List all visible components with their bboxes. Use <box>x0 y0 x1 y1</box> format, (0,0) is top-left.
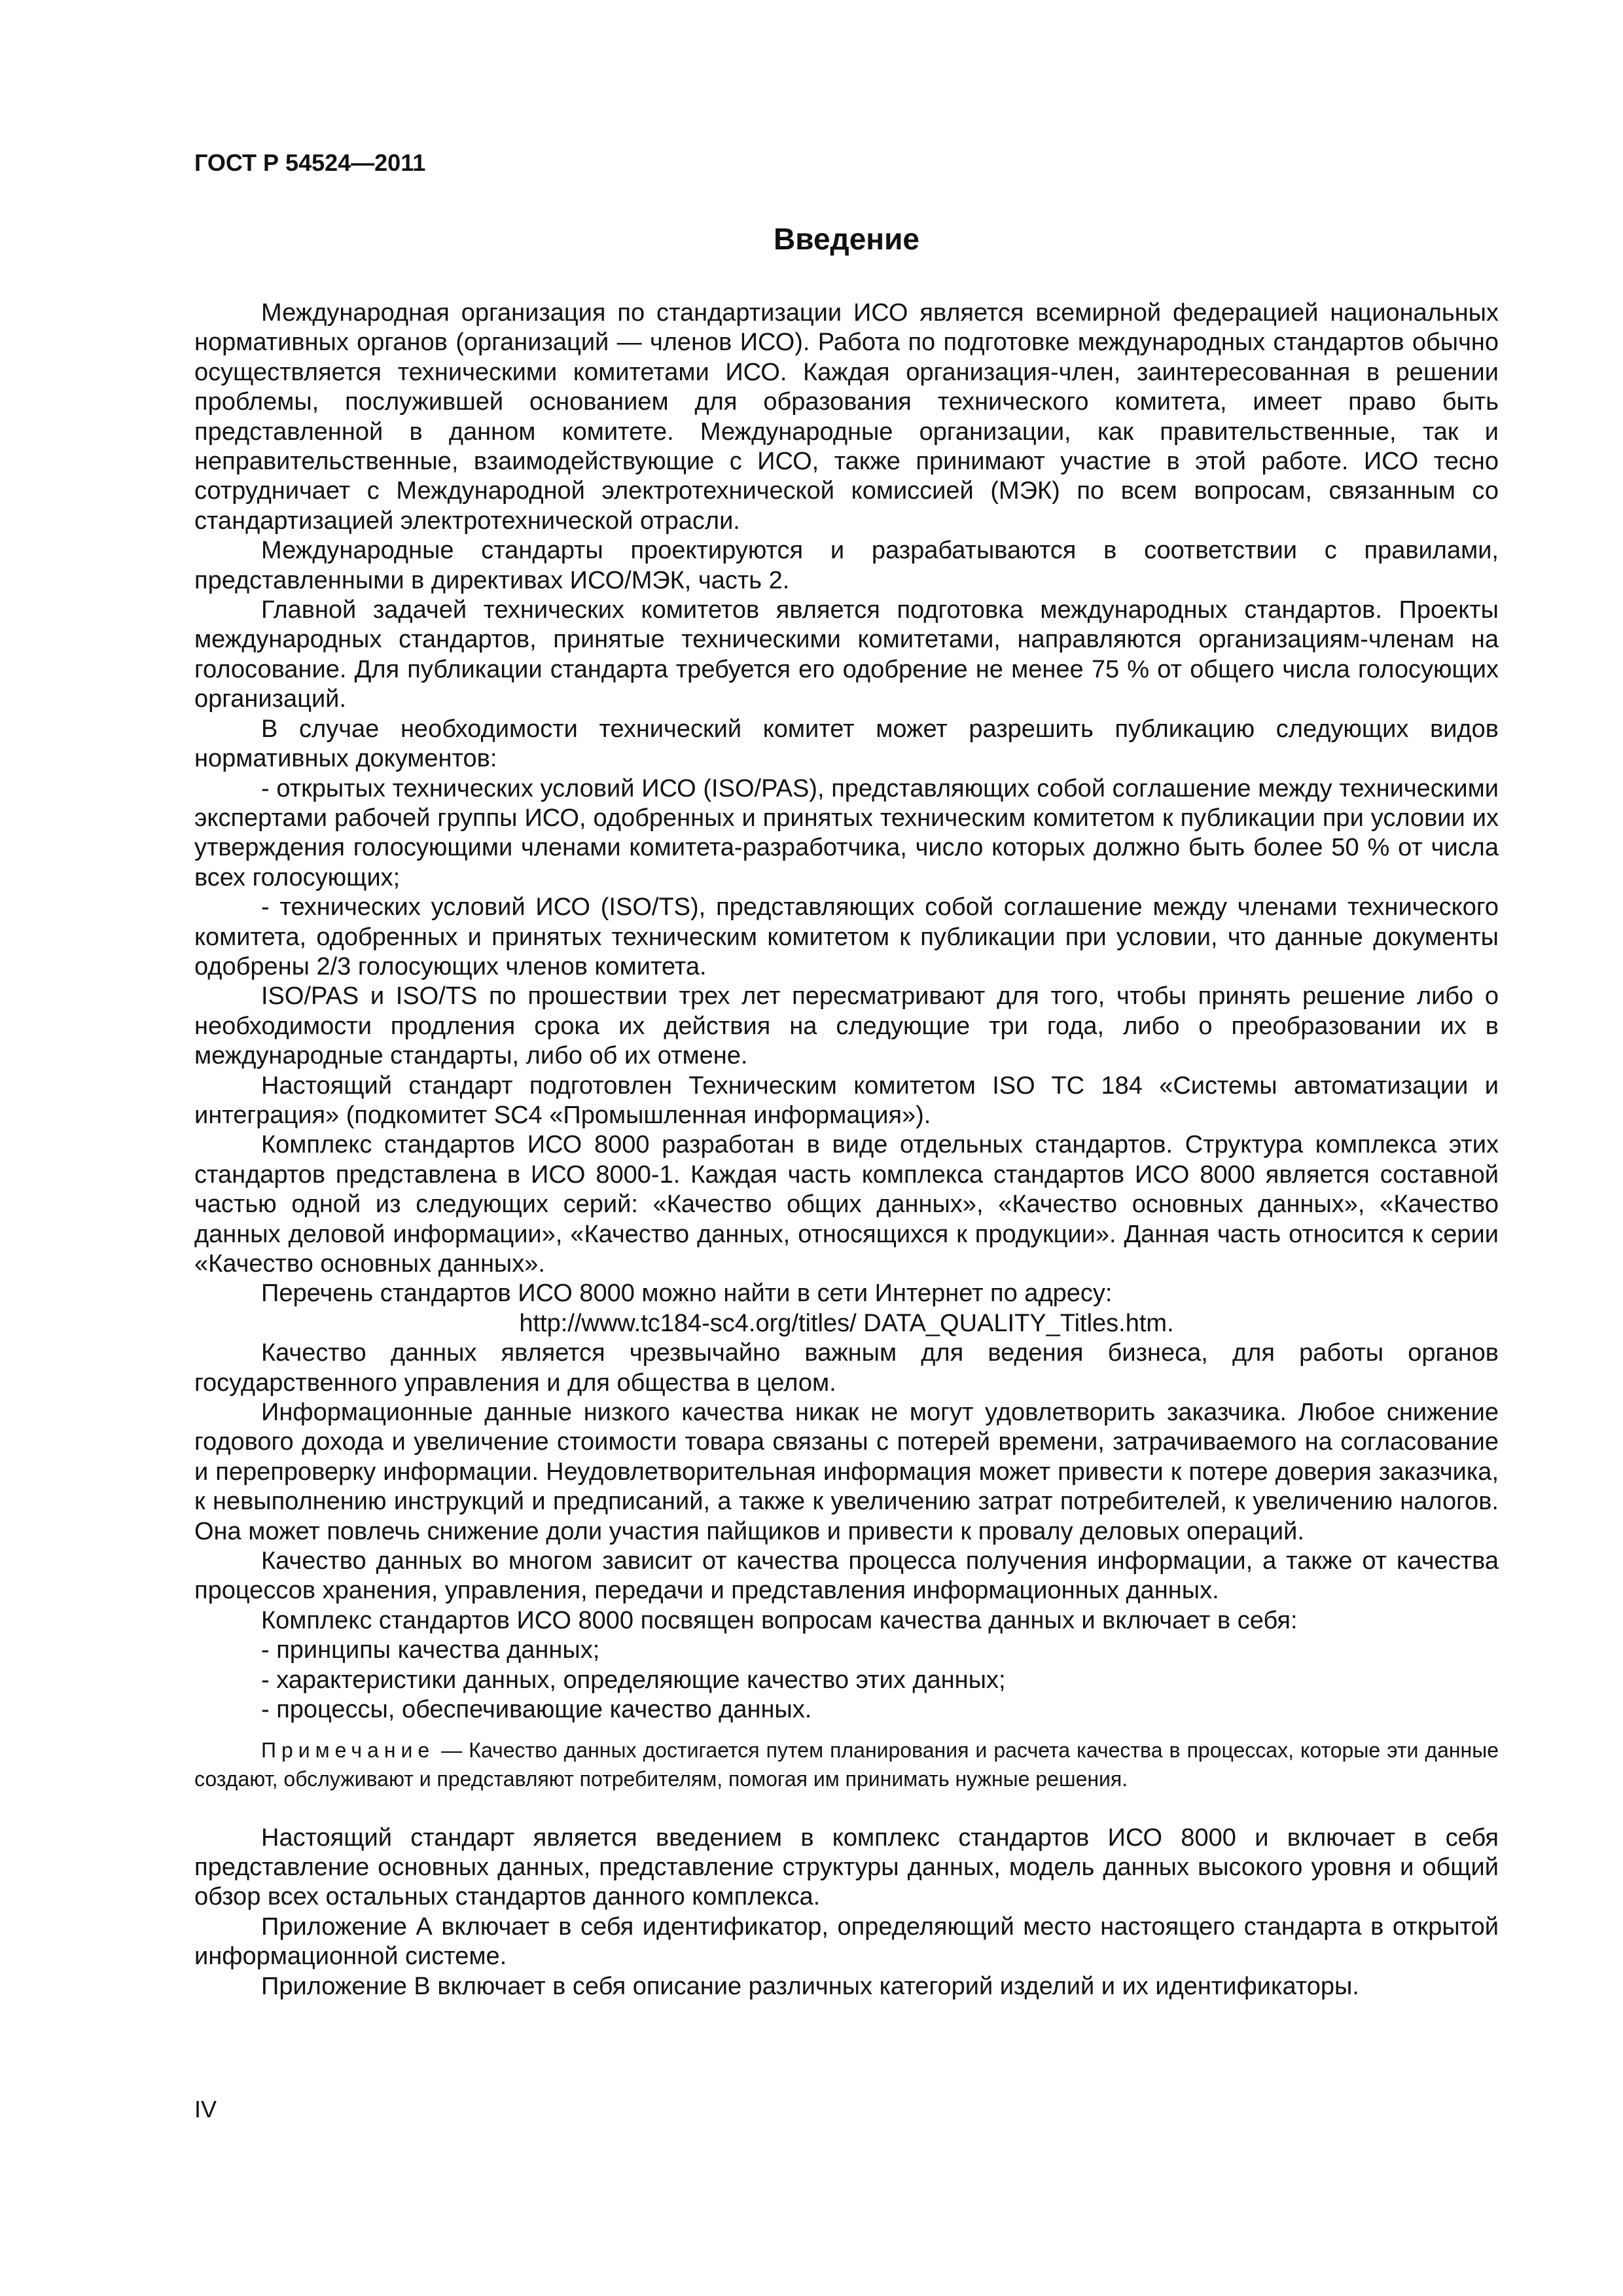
note-label: Примечание <box>261 1738 435 1762</box>
list-item: - технических условий ИСО (ISO/TS), представляющих собой соглашение между членами технического комитета, одобренных и принятых техническим комитетом к публикации при условии, что данные документы одобрены 2/3 голосующих членов комитета. <box>194 893 1499 980</box>
note-text: — Качество данных достигается путем планирования и расчета качества в процессах, которые эти данные создают, обслуживают и представляют потребителям, помогая им принимать нужные решения. <box>194 1738 1499 1791</box>
paragraph: Комплекс стандартов ИСО 8000 посвящен вопросам качества данных и включает в себя: <box>261 1606 1298 1634</box>
paragraph: Комплекс стандартов ИСО 8000 разработан в виде отдельных стандартов. Структура комплекса этих стандартов представлена в ИСО 8000-1. Каждая часть комплекса стандартов ИСО 8000 является составной частью одной из следующих серий: «Качество общих данных», «Качество основных данных», «Качество данных деловой информации», «Качество данных, относящихся к продукции». Данная часть относится к серии «Качество основных данных». <box>194 1131 1499 1278</box>
list-item: - открытых технических условий ИСО (ISO/PAS), представляющих собой соглашение между техническими экспертами рабочей группы ИСО, одобренных и принятых техническим комитетом к публикации при условии их утверждения голосующими членами комитета-разработчика, число которых должно быть более 50 % от числа всех голосующих; <box>194 774 1499 891</box>
paragraph: Приложение А включает в себя идентификатор, определяющий место настоящего стандарта в открытой информационной системе. <box>194 1912 1499 1971</box>
paragraph: ISO/PAS и ISO/TS по прошествии трех лет пересматривают для того, чтобы принять решение либо о необходимости продления срока их действия на следующие три года, либо о преобразовании их в международные стандарты, либо об их отмене. <box>194 982 1499 1070</box>
paragraph: Международная организация по стандартизации ИСО является всемирной федерацией национальных нормативных органов (организаций — членов ИСО). Работа по подготовке международных стандартов обычно осуществляется техническими комитетами ИСО. Каждая организация-член, заинтересованная в решении проблемы, послужившей основанием для образования технического комитета, имеет право быть представленной в данном комитете. Международные организации, как правительственные, так и неправительственные, взаимодействующие с ИСО, также принимают участие в этой работе. ИСО тесно сотрудничает с Международной электротехнической комиссией (МЭК) по всем вопросам, связанным со стандартизацией электротехнической отрасли. <box>194 299 1499 535</box>
paragraph: Качество данных является чрезвычайно важным для ведения бизнеса, для работы органов государственного управления и для общества в целом. <box>194 1339 1499 1397</box>
list-item: - характеристики данных, определяющие качество этих данных; <box>261 1666 1006 1694</box>
paragraph: Настоящий стандарт является введением в комплекс стандартов ИСО 8000 и включает в себя представление основных данных, представление структуры данных, модель данных высокого уровня и общий обзор всех остальных стандартов данного комплекса. <box>194 1823 1499 1911</box>
paragraph: Приложение В включает в себя описание различных категорий изделий и их идентификаторы. <box>261 1972 1359 2000</box>
paragraph: Информационные данные низкого качества никак не могут удовлетворить заказчика. Любое снижение годового дохода и увеличение стоимости товара связаны с потерей времени, затрачиваемого на согласование и перепроверку информации. Неудовлетворительная информация может привести к потере доверия заказчика, к невыполнению инструкций и предписаний, а также к увеличению затрат потребителей, к увеличению налогов. Она может повлечь снижение доли участия пайщиков и привести к провалу деловых операций. <box>194 1399 1499 1545</box>
page-number: IV <box>194 2096 217 2123</box>
paragraph: Международные стандарты проектируются и разрабатываются в соответствии с правилами, представленными в директивах ИСО/МЭК, часть 2. <box>194 537 1499 594</box>
list-item: - процессы, обеспечивающие качество данных. <box>261 1696 812 1724</box>
url-link[interactable]: http://www.tc184-sc4.org/titles/ DATA_QUALITY_Titles.htm. <box>519 1309 1174 1337</box>
note <box>194 1736 1499 1793</box>
paragraph: Настоящий стандарт подготовлен Техническим комитетом ISO TC 184 «Системы автоматизации и интеграция» (подкомитет SC4 «Промышленная информация»). <box>194 1071 1499 1129</box>
paragraph: Качество данных во многом зависит от качества процесса получения информации, а также от качества процессов хранения, управления, передачи и представления информационных данных. <box>194 1547 1499 1605</box>
paragraph: Перечень стандартов ИСО 8000 можно найти в сети Интернет по адресу: <box>261 1280 1113 1308</box>
paragraph: Главной задачей технических комитетов является подготовка международных стандартов. Проекты международных стандартов, принятые техническими комитетами, направляются организациям-членам на голосование. Для публикации стандарта требуется его одобрение не менее 75 % от общего числа голосующих организаций. <box>194 596 1499 713</box>
document-code: ГОСТ Р 54524—2011 <box>194 149 426 176</box>
paragraph: В случае необходимости технический комитет может разрешить публикацию следующих видов нормативных документов: <box>194 715 1499 773</box>
list-item: - принципы качества данных; <box>261 1636 600 1664</box>
section-title: Введение <box>774 222 919 256</box>
document-body <box>194 298 1499 2001</box>
